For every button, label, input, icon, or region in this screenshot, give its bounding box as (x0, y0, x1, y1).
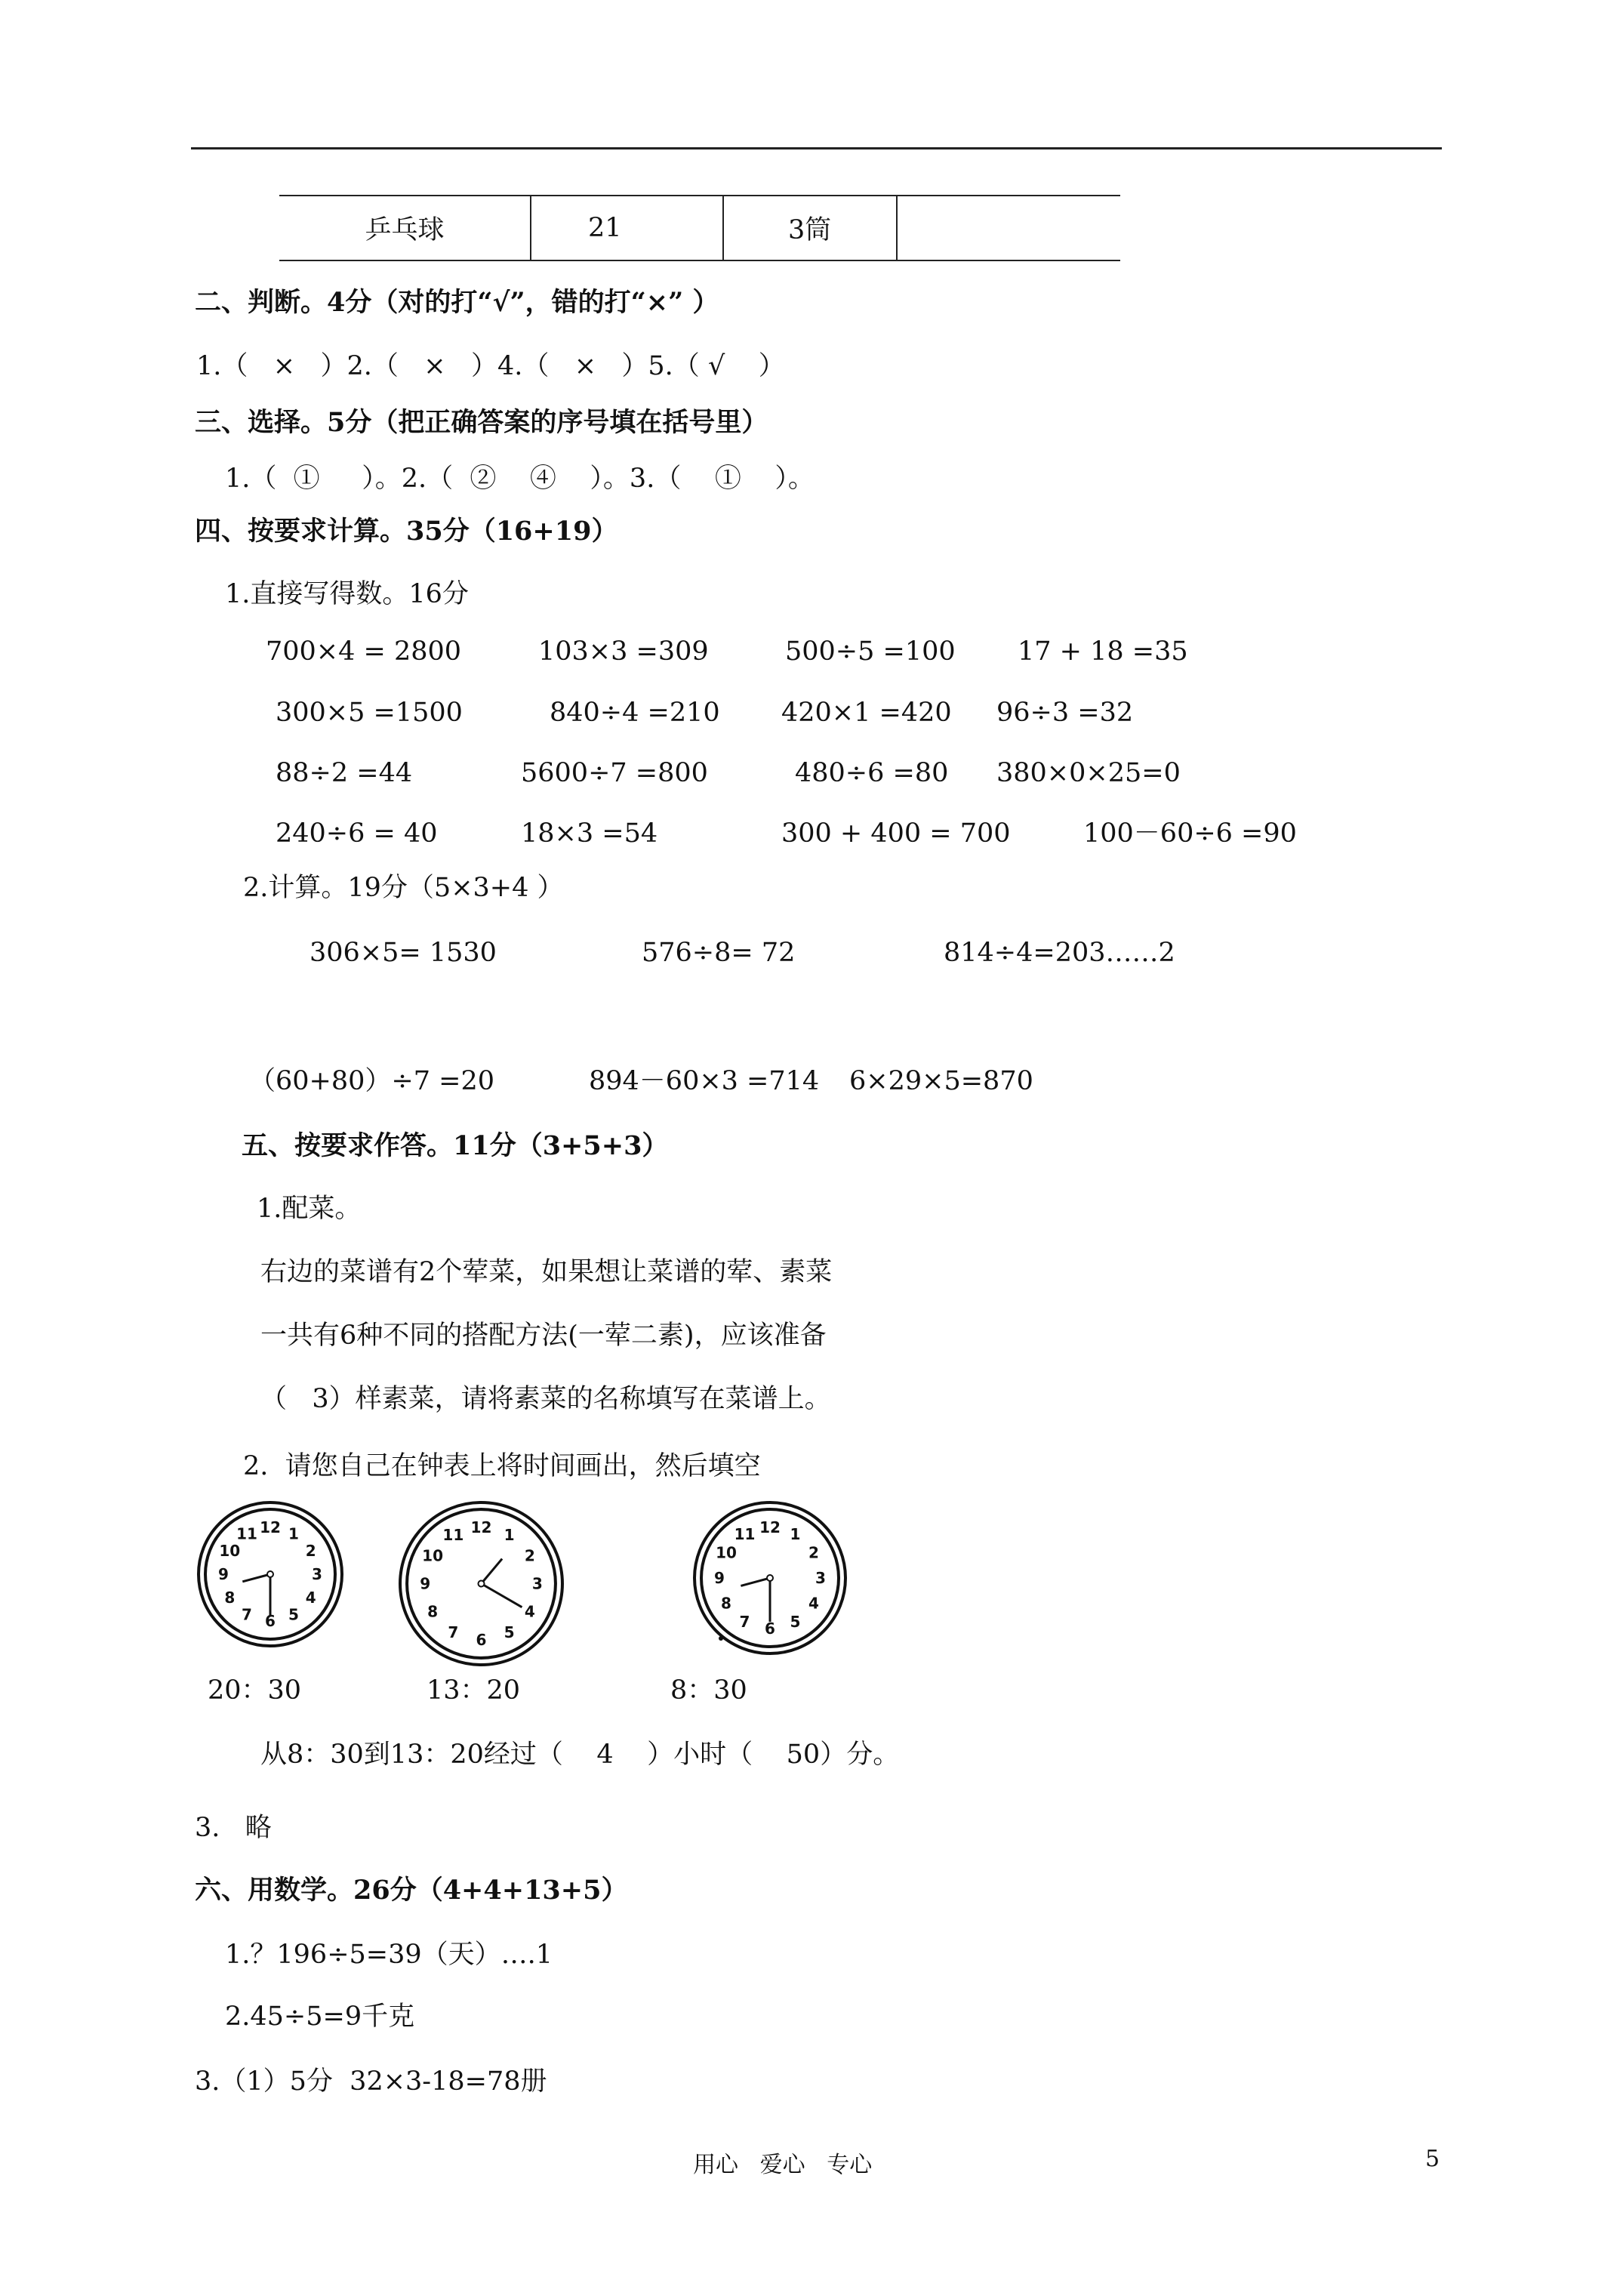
clock-number: 11 (442, 1526, 464, 1545)
clock-number: 10 (422, 1546, 444, 1565)
clock-number: 11 (236, 1524, 257, 1543)
clock-number: 1 (288, 1524, 299, 1543)
table-row (279, 196, 1120, 260)
table-cell-price: 21 (531, 196, 723, 260)
clock-2 (396, 1499, 566, 1669)
clock-number: 6 (476, 1630, 487, 1649)
section-3-title: 三、选择。5分（把正确答案的序号填在括号里） (195, 407, 768, 438)
section-2-title: 二、判断。4分（对的打“√”，错的打“×” ） (195, 287, 719, 318)
clock-number: 7 (448, 1623, 459, 1641)
calc-item: 700×4 = 2800 (266, 636, 462, 667)
clock-hour-hand (242, 1574, 270, 1582)
clock-number: 12 (260, 1518, 281, 1536)
clock-number: 3 (531, 1574, 543, 1593)
clock-center (267, 1571, 273, 1577)
section-3-answers: 1.（ ① ）。2.（ ② ④ ）。3.（ ① ）。 (225, 464, 815, 494)
page-number: 5 (1425, 2146, 1440, 2172)
section-5-title: 五、按要求作答。11分（3+5+3） (242, 1130, 669, 1161)
question-1-text: （ 3）样素菜，请将素菜的名称填写在菜谱上。 (260, 1384, 831, 1414)
clock-number: 11 (734, 1525, 756, 1543)
clock-number: 8 (721, 1594, 731, 1613)
dot-mark (719, 1636, 723, 1641)
clock-number: 4 (524, 1602, 535, 1621)
section-2-answers: 1.（ × ）2.（ × ）4.（ × ）5.（ √ ） (196, 351, 785, 381)
clock-number: 9 (420, 1574, 431, 1593)
clock-number: 4 (305, 1589, 316, 1607)
clock-number: 6 (765, 1620, 775, 1638)
table-fragment (279, 195, 1120, 261)
footer-slogan: 用心 爱心 专心 (693, 2152, 873, 2178)
elapsed-time-answer: 从8：30到13：20经过（ 4 ）小时（ 50）分。 (260, 1740, 900, 1770)
calc-item: 17 + 18 =35 (1018, 636, 1188, 667)
calc-item: 500÷5 =100 (785, 636, 956, 667)
calc-item: 894－60×3 =714 (589, 1066, 820, 1096)
clock-number: 2 (808, 1543, 819, 1562)
clock-hour-hand (482, 1559, 503, 1584)
clock-2-label: 13：20 (427, 1675, 521, 1706)
clock-number: 2 (524, 1546, 535, 1565)
answer-3: 3.（1）5分 32×3-18=78册 (195, 2066, 547, 2097)
question-1-text: 一共有6种不同的搭配方法(一荤二素)，应该准备 (260, 1321, 827, 1351)
clock-number: 5 (504, 1623, 515, 1641)
calc-item: 306×5= 1530 (310, 938, 497, 968)
header-rule (191, 147, 1442, 149)
calc-item: 88÷2 =44 (276, 758, 413, 788)
calc-item: 96÷3 =32 (996, 698, 1134, 728)
calc-item: 480÷6 =80 (795, 758, 949, 788)
calc-item: 6×29×5=870 (849, 1066, 1033, 1096)
section-4-title: 四、按要求计算。35分（16+19） (195, 516, 618, 547)
clock-number: 3 (815, 1569, 826, 1587)
clock-number: 7 (242, 1605, 252, 1624)
calc-item: 840÷4 =210 (550, 698, 720, 728)
question-2-text: 2. 请您自己在钟表上将时间画出，然后填空 (243, 1451, 761, 1481)
table-cell-item: 乒乓球 (279, 196, 531, 260)
clock-1 (195, 1499, 346, 1650)
answer-2: 2.45÷5=9千克 (225, 2002, 415, 2032)
clock-number: 4 (808, 1594, 819, 1613)
calc-item: 300×5 =1500 (276, 698, 463, 728)
clock-hour-hand (741, 1578, 770, 1586)
calc-item: 380×0×25=0 (996, 758, 1181, 788)
calc-item: 103×3 =309 (538, 636, 709, 667)
clock-number: 9 (218, 1565, 229, 1583)
calc-item: 300 + 400 = 700 (781, 818, 1011, 849)
clock-number: 3 (312, 1565, 322, 1583)
clock-number: 6 (265, 1612, 276, 1630)
calc-item: 5600÷7 =800 (521, 758, 708, 788)
table-cell-quantity: 3筒 (723, 196, 897, 260)
clock-number: 8 (427, 1602, 439, 1621)
clock-number: 12 (759, 1518, 781, 1536)
clock-number: 10 (716, 1543, 737, 1562)
subsection-direct-calc: 1.直接写得数。16分 (225, 579, 469, 609)
calc-item: 18×3 =54 (521, 818, 658, 849)
calc-item: 814÷4=203……2 (944, 938, 1175, 968)
calc-item: （60+80）÷7 =20 (249, 1066, 494, 1096)
question-1-label: 1.配菜。 (257, 1194, 362, 1224)
clock-number: 10 (219, 1542, 241, 1560)
clock-number: 12 (470, 1518, 492, 1537)
clock-center (767, 1575, 773, 1581)
calc-item: 240÷6 = 40 (276, 818, 438, 849)
answer-1: 1.？196÷5=39（天）….1 (225, 1940, 553, 1970)
calc-item: 420×1 =420 (781, 698, 952, 728)
clock-number: 2 (305, 1542, 316, 1560)
clock-number: 5 (790, 1613, 801, 1631)
table-cell-empty (897, 196, 1120, 260)
clock-number: 8 (224, 1589, 236, 1607)
question-1-text: 右边的菜谱有2个荤菜，如果想让菜谱的荤、素菜 (260, 1257, 833, 1287)
calc-item: 576÷8= 72 (642, 938, 796, 968)
clock-number: 5 (288, 1605, 299, 1624)
clock-number: 9 (714, 1569, 725, 1587)
clock-center (478, 1580, 484, 1586)
clock-number: 1 (504, 1526, 515, 1545)
clock-minute-hand (482, 1584, 522, 1607)
subsection-compute: 2.计算。19分（5×3+4 ） (243, 873, 564, 903)
clock-number: 1 (790, 1525, 801, 1543)
calc-item: 100－60÷6 =90 (1083, 818, 1297, 849)
section-6-title: 六、用数学。26分（4+4+13+5） (195, 1875, 628, 1906)
clock-3 (691, 1499, 849, 1657)
clock-number: 7 (739, 1613, 750, 1631)
question-3-text: 3. 略 (195, 1813, 272, 1843)
clock-1-label: 20：30 (208, 1675, 302, 1706)
clock-3-label: 8：30 (670, 1675, 747, 1706)
